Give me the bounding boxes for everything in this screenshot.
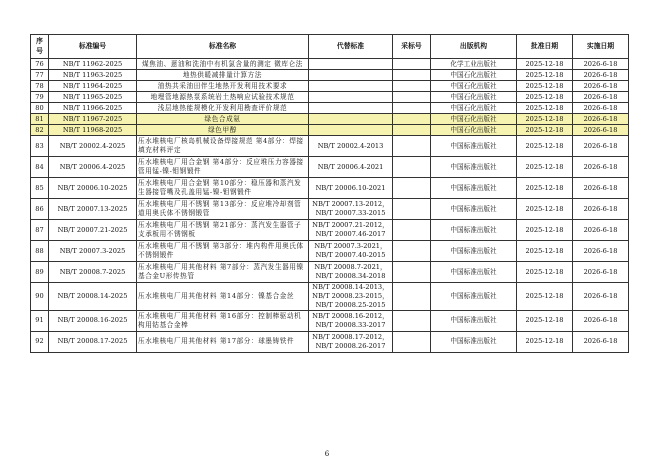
cell-publisher: 化学工业出版社 — [431, 59, 517, 70]
cell-approve-date: 2025-12-18 — [517, 199, 573, 220]
cell-replaced: NB/T 20008.16-2012， NB/T 20008.33-2017 — [309, 310, 393, 331]
cell-implement-date: 2026-6-18 — [573, 157, 629, 178]
cell-publisher: 中国石化出版社 — [431, 125, 517, 136]
cell-replaced — [309, 114, 393, 125]
cell-implement-date: 2026-6-18 — [573, 70, 629, 81]
table-row — [31, 220, 629, 241]
table-row — [31, 310, 629, 331]
table-row — [31, 262, 629, 283]
cell-adopted — [393, 199, 431, 220]
header-adopted: 采标号 — [393, 35, 431, 59]
cell-std-no: NB/T 20008.14-2025 — [49, 283, 137, 311]
cell-std-name: 煤焦油、蒽油和洗油中有机氯含量的测定 微库仑法 — [137, 59, 309, 70]
cell-std-name: 压水堆核电厂用其他材料 第17部分：球墨铸铁件 — [137, 331, 309, 352]
header-std-no: 标准编号 — [49, 35, 137, 59]
cell-seq: 89 — [31, 262, 49, 283]
page-number: 6 — [324, 450, 330, 458]
cell-replaced: NB/T 20002.4-2013 — [309, 136, 393, 157]
cell-implement-date: 2026-6-18 — [573, 103, 629, 114]
cell-publisher: 中国石化出版社 — [431, 103, 517, 114]
cell-publisher: 中国标准出版社 — [431, 331, 517, 352]
cell-approve-date: 2025-12-18 — [517, 310, 573, 331]
cell-seq: 81 — [31, 114, 49, 125]
cell-std-name: 油热共采油田伴生地热开发利用技术要求 — [137, 81, 309, 92]
cell-approve-date: 2025-12-18 — [517, 81, 573, 92]
cell-publisher: 中国标准出版社 — [431, 283, 517, 311]
cell-implement-date: 2026-6-18 — [573, 262, 629, 283]
cell-seq: 79 — [31, 92, 49, 103]
table-header-row — [31, 35, 629, 59]
cell-adopted — [393, 81, 431, 92]
cell-replaced: NB/T 20007.13-2012， NB/T 20007.33-2015 — [309, 199, 393, 220]
cell-publisher: 中国标准出版社 — [431, 136, 517, 157]
cell-implement-date: 2026-6-18 — [573, 241, 629, 262]
cell-adopted — [393, 114, 431, 125]
cell-seq: 85 — [31, 178, 49, 199]
table-row — [31, 157, 629, 178]
table-row — [31, 241, 629, 262]
standards-table — [30, 34, 629, 353]
table-row — [31, 178, 629, 199]
cell-std-no: NB/T 11967-2025 — [49, 114, 137, 125]
cell-std-no: NB/T 20008.17-2025 — [49, 331, 137, 352]
cell-implement-date: 2026-6-18 — [573, 310, 629, 331]
cell-std-no: NB/T 11966-2025 — [49, 103, 137, 114]
cell-approve-date: 2025-12-18 — [517, 157, 573, 178]
cell-adopted — [393, 103, 431, 114]
cell-implement-date: 2026-6-18 — [573, 125, 629, 136]
cell-publisher: 中国石化出版社 — [431, 70, 517, 81]
table-row — [31, 199, 629, 220]
cell-replaced — [309, 92, 393, 103]
cell-implement-date: 2026-6-18 — [573, 92, 629, 103]
cell-adopted — [393, 92, 431, 103]
cell-std-name: 压水堆核电厂用不锈钢 第21部分：蒸汽发生器管子支承板用不锈钢板 — [137, 220, 309, 241]
cell-replaced: NB/T 20008.7-2021， NB/T 20008.34-2018 — [309, 262, 393, 283]
cell-replaced — [309, 70, 393, 81]
cell-adopted — [393, 283, 431, 311]
cell-std-no: NB/T 11963-2025 — [49, 70, 137, 81]
cell-implement-date: 2026-6-18 — [573, 283, 629, 311]
cell-publisher: 中国石化出版社 — [431, 92, 517, 103]
cell-implement-date: 2026-6-18 — [573, 59, 629, 70]
cell-approve-date: 2025-12-18 — [517, 178, 573, 199]
cell-seq: 92 — [31, 331, 49, 352]
cell-std-name: 浅层地热能规模化开发利用勘查评价规范 — [137, 103, 309, 114]
cell-std-no: NB/T 11962-2025 — [49, 59, 137, 70]
cell-publisher: 中国标准出版社 — [431, 199, 517, 220]
cell-std-name: 压水堆核电厂用不锈钢 第13部分：反应堆冷却剂管道用奥氏体不锈钢锻管 — [137, 199, 309, 220]
cell-replaced: NB/T 20007.21-2012， NB/T 20007.46-2017 — [309, 220, 393, 241]
cell-implement-date: 2026-6-18 — [573, 199, 629, 220]
cell-implement-date: 2026-6-18 — [573, 220, 629, 241]
cell-seq: 82 — [31, 125, 49, 136]
cell-std-no: NB/T 20006.4-2025 — [49, 157, 137, 178]
cell-implement-date: 2026-6-18 — [573, 136, 629, 157]
cell-implement-date: 2026-6-18 — [573, 81, 629, 92]
table-row — [31, 81, 629, 92]
cell-std-no: NB/T 20007.13-2025 — [49, 199, 137, 220]
cell-approve-date: 2025-12-18 — [517, 114, 573, 125]
cell-adopted — [393, 241, 431, 262]
cell-approve-date: 2025-12-18 — [517, 125, 573, 136]
table-body — [31, 59, 629, 353]
cell-std-name: 压水堆核电厂用合金钢 第10部分：稳压器和蒸汽发生器接管嘴及孔盖用锰-镍-钼钢锻件 — [137, 178, 309, 199]
cell-adopted — [393, 331, 431, 352]
cell-adopted — [393, 262, 431, 283]
cell-std-no: NB/T 11965-2025 — [49, 92, 137, 103]
cell-replaced: NB/T 20008.14-2013， NB/T 20008.23-2015， NB/T 20008.25-2015 — [309, 283, 393, 311]
cell-replaced — [309, 125, 393, 136]
header-std-name: 标准名称 — [137, 35, 309, 59]
cell-std-no: NB/T 20002.4-2025 — [49, 136, 137, 157]
table-row — [31, 103, 629, 114]
cell-seq: 91 — [31, 310, 49, 331]
cell-implement-date: 2026-6-18 — [573, 114, 629, 125]
cell-std-name: 压水堆核电厂用合金钢 第4部分：反应堆压力容器接管用锰-镍-钼钢锻件 — [137, 157, 309, 178]
table-row — [31, 70, 629, 81]
cell-adopted — [393, 310, 431, 331]
table-row — [31, 114, 629, 125]
cell-replaced: NB/T 20006.10-2021 — [309, 178, 393, 199]
cell-adopted — [393, 59, 431, 70]
cell-approve-date: 2025-12-18 — [517, 262, 573, 283]
header-seq: 序 号 — [31, 35, 49, 59]
cell-std-name: 压水堆核电厂用不锈钢 第3部分：堆内构件用奥氏体不锈钢锻件 — [137, 241, 309, 262]
cell-publisher: 中国标准出版社 — [431, 262, 517, 283]
cell-approve-date: 2025-12-18 — [517, 331, 573, 352]
cell-seq: 78 — [31, 81, 49, 92]
cell-publisher: 中国石化出版社 — [431, 114, 517, 125]
header-replaced: 代替标准 — [309, 35, 393, 59]
cell-adopted — [393, 70, 431, 81]
cell-replaced — [309, 81, 393, 92]
cell-publisher: 中国标准出版社 — [431, 310, 517, 331]
header-implement-date: 实施日期 — [573, 35, 629, 59]
cell-publisher: 中国标准出版社 — [431, 241, 517, 262]
cell-publisher: 中国石化出版社 — [431, 81, 517, 92]
cell-std-no: NB/T 20006.10-2025 — [49, 178, 137, 199]
cell-adopted — [393, 220, 431, 241]
cell-replaced: NB/T 20008.17-2012， NB/T 20008.26-2017 — [309, 331, 393, 352]
cell-std-name: 地埋管地源热泵系统岩土热响应试验技术规范 — [137, 92, 309, 103]
cell-approve-date: 2025-12-18 — [517, 241, 573, 262]
cell-std-no: NB/T 11964-2025 — [49, 81, 137, 92]
table-row — [31, 125, 629, 136]
cell-std-name: 绿色合成氨 — [137, 114, 309, 125]
cell-seq: 77 — [31, 70, 49, 81]
cell-adopted — [393, 157, 431, 178]
cell-seq: 84 — [31, 157, 49, 178]
cell-approve-date: 2025-12-18 — [517, 136, 573, 157]
cell-seq: 88 — [31, 241, 49, 262]
cell-replaced: NB/T 20007.3-2021， NB/T 20007.40-2015 — [309, 241, 393, 262]
cell-approve-date: 2025-12-18 — [517, 103, 573, 114]
cell-seq: 86 — [31, 199, 49, 220]
cell-std-name: 压水堆核电厂用其他材料 第16部分：控制棒驱动机构用钴基合金棒 — [137, 310, 309, 331]
cell-approve-date: 2025-12-18 — [517, 70, 573, 81]
cell-std-no: NB/T 20007.3-2025 — [49, 241, 137, 262]
cell-seq: 90 — [31, 283, 49, 311]
cell-implement-date: 2026-6-18 — [573, 178, 629, 199]
cell-replaced: NB/T 20006.4-2021 — [309, 157, 393, 178]
table-row — [31, 92, 629, 103]
cell-seq: 83 — [31, 136, 49, 157]
cell-std-no: NB/T 20007.21-2025 — [49, 220, 137, 241]
cell-std-no: NB/T 20008.7-2025 — [49, 262, 137, 283]
cell-std-name: 绿色甲醇 — [137, 125, 309, 136]
cell-publisher: 中国标准出版社 — [431, 157, 517, 178]
header-publisher: 出版机构 — [431, 35, 517, 59]
cell-seq: 76 — [31, 59, 49, 70]
cell-publisher: 中国标准出版社 — [431, 178, 517, 199]
cell-std-name: 压水堆核电厂核岛机械设备焊接规范 第4部分：焊接填充材料评定 — [137, 136, 309, 157]
cell-publisher: 中国标准出版社 — [431, 220, 517, 241]
cell-approve-date: 2025-12-18 — [517, 220, 573, 241]
cell-std-name: 地热供暖减排量计算方法 — [137, 70, 309, 81]
cell-adopted — [393, 178, 431, 199]
header-approve-date: 批准日期 — [517, 35, 573, 59]
cell-std-name: 压水堆核电厂用其他材料 第14部分：镍基合金丝 — [137, 283, 309, 311]
cell-approve-date: 2025-12-18 — [517, 283, 573, 311]
cell-replaced — [309, 103, 393, 114]
cell-seq: 80 — [31, 103, 49, 114]
table-row — [31, 136, 629, 157]
cell-replaced — [309, 59, 393, 70]
table-row — [31, 283, 629, 311]
cell-std-no: NB/T 11968-2025 — [49, 125, 137, 136]
cell-approve-date: 2025-12-18 — [517, 59, 573, 70]
cell-approve-date: 2025-12-18 — [517, 92, 573, 103]
cell-implement-date: 2026-6-18 — [573, 331, 629, 352]
cell-std-name: 压水堆核电厂用其他材料 第7部分：蒸汽发生器用镍基合金U形传热管 — [137, 262, 309, 283]
cell-std-no: NB/T 20008.16-2025 — [49, 310, 137, 331]
table-row — [31, 59, 629, 70]
cell-adopted — [393, 136, 431, 157]
cell-adopted — [393, 125, 431, 136]
cell-seq: 87 — [31, 220, 49, 241]
table-row — [31, 331, 629, 352]
